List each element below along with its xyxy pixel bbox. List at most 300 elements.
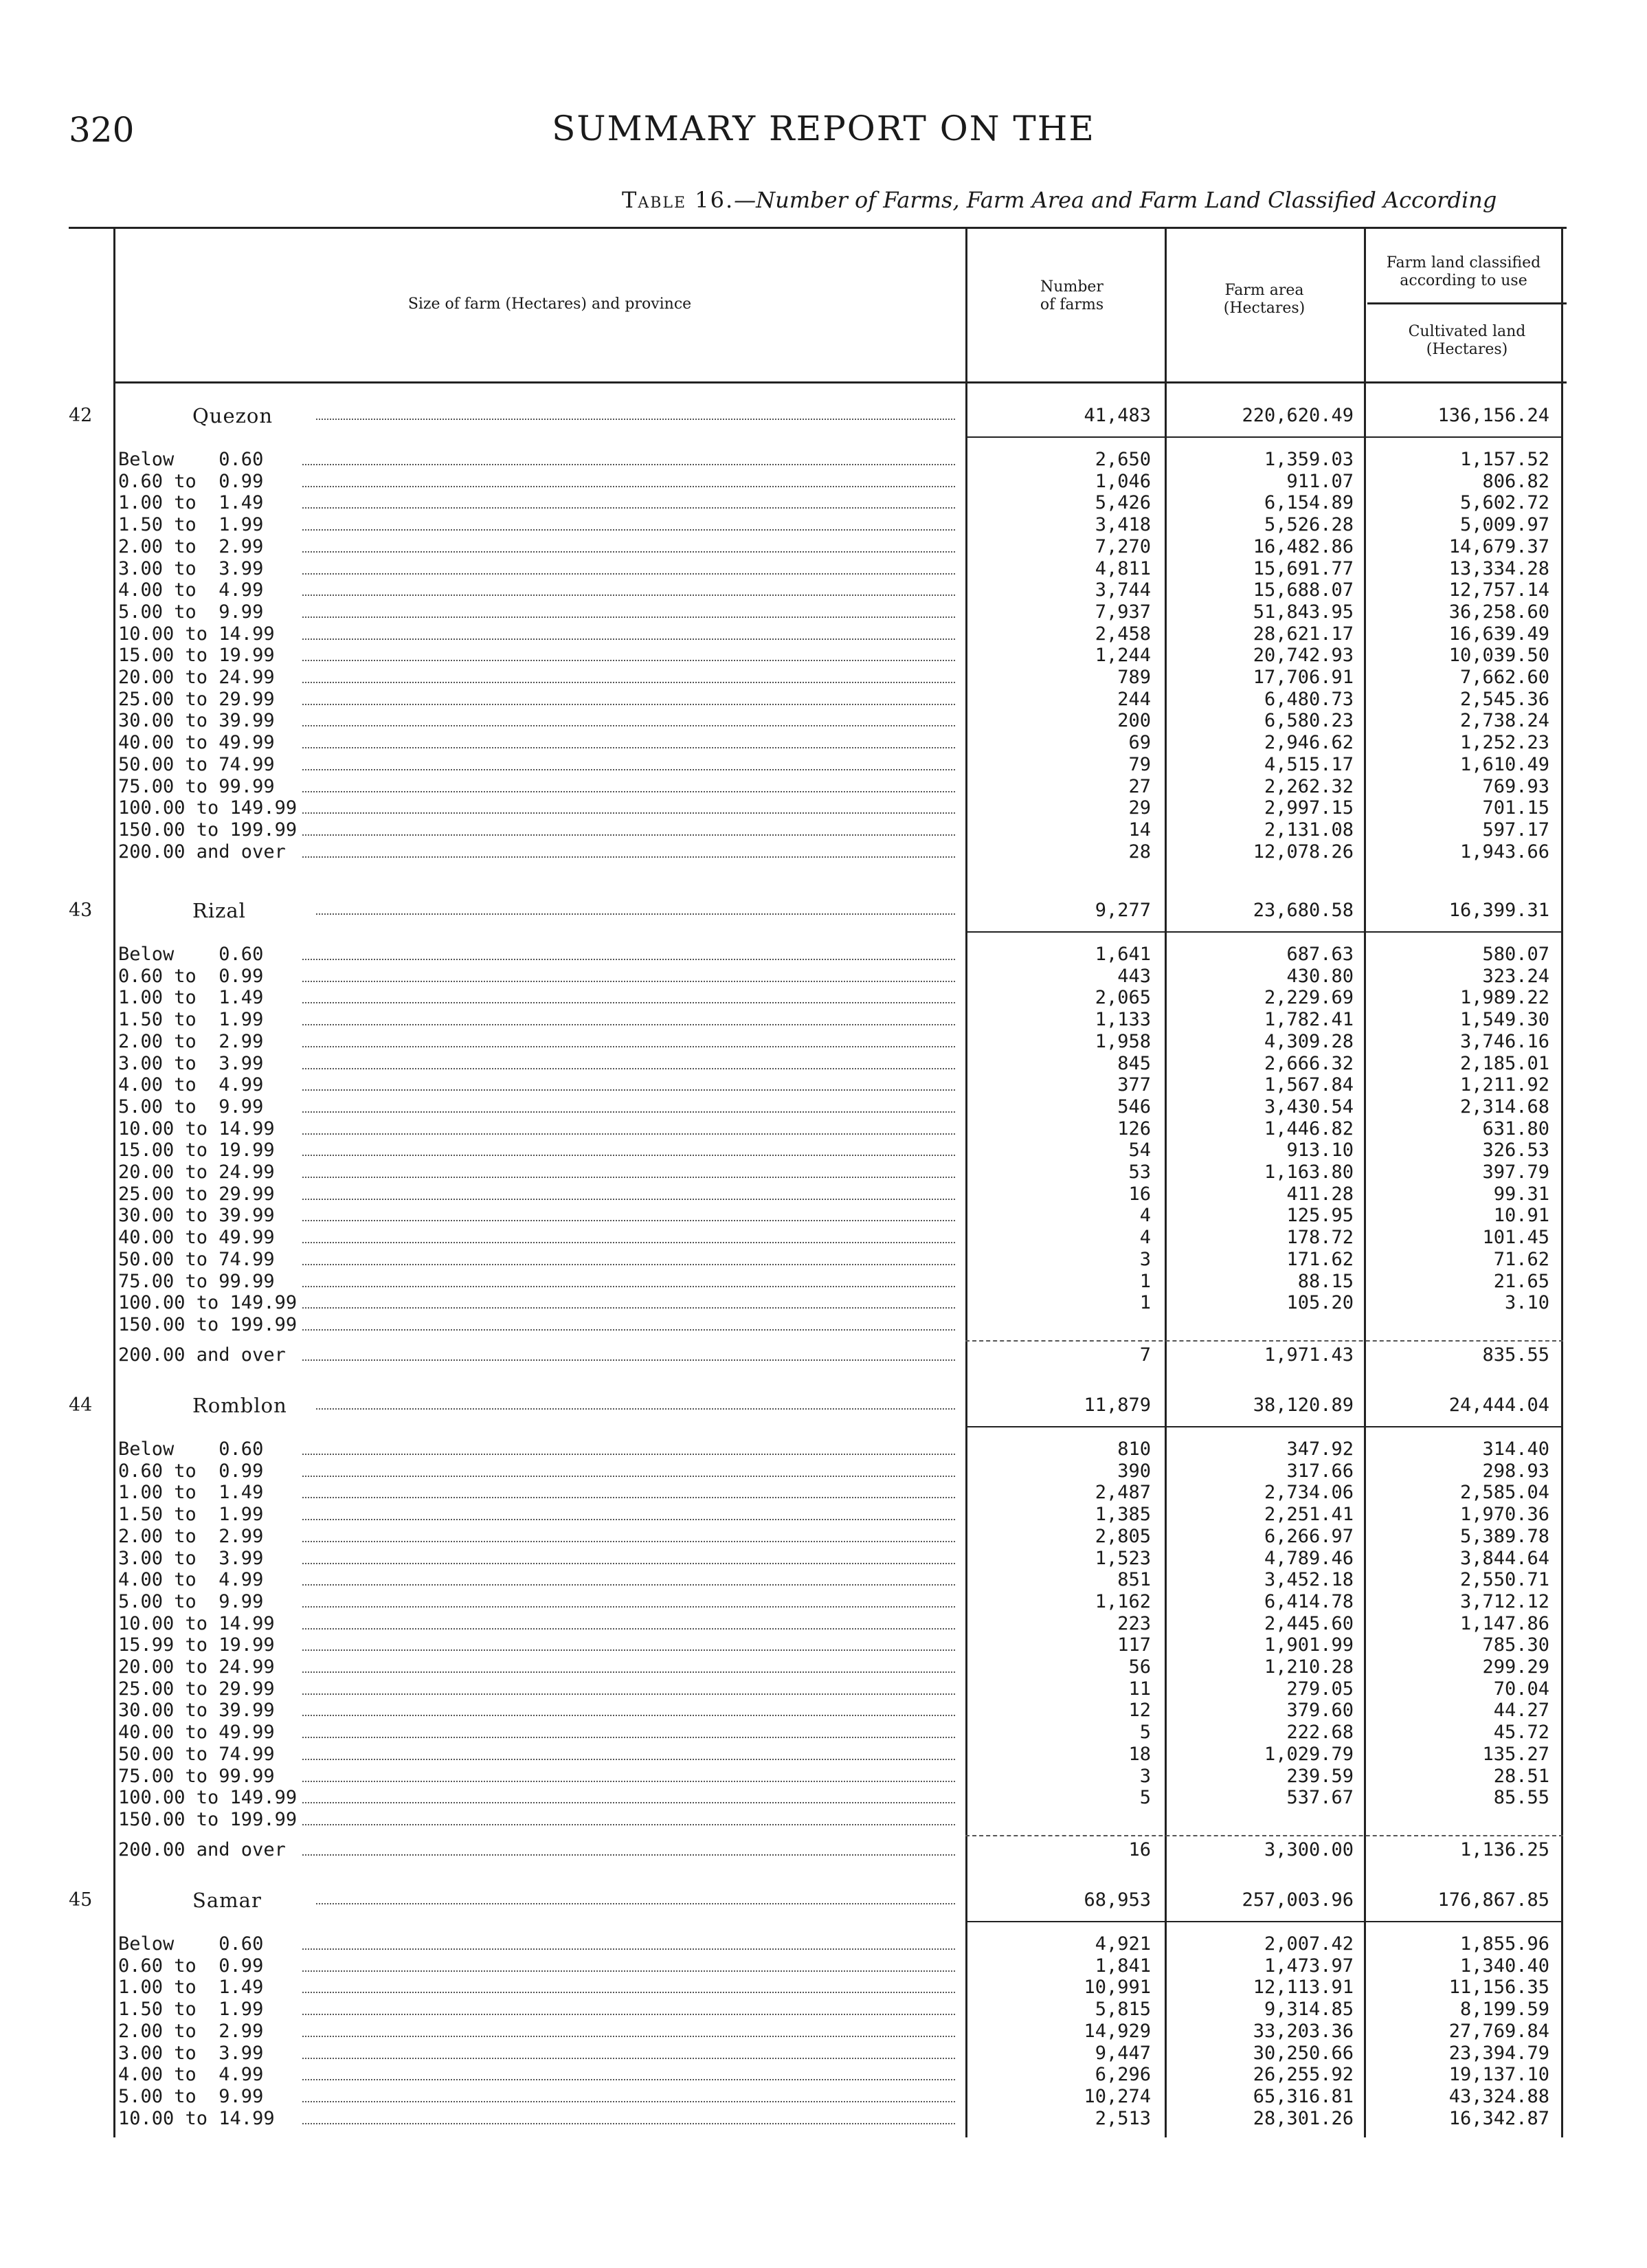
area-value: 2,666.32 [1264,1053,1354,1074]
province-farms: 41,483 [1084,405,1151,426]
area-value: 2,251.41 [1264,1504,1354,1525]
area-value: 171.62 [1286,1249,1354,1270]
table-row [0,645,1647,666]
table-row [0,536,1647,557]
area-value: 913.10 [1286,1139,1354,1161]
area-value: 1,473.97 [1264,1955,1354,1977]
size-class: 150.00 to 199.99 [118,819,298,841]
table-row [0,1955,1647,1977]
farms-value: 223 [1117,1613,1151,1634]
dot-leader [302,1220,955,1221]
size-class: Below 0.60 [118,944,264,965]
dot-leader [302,1606,955,1608]
cultivated-value: 1,610.49 [1459,754,1549,775]
cultivated-value: 23,394.79 [1448,2043,1549,2064]
farms-value: 16 [1128,1183,1151,1205]
area-value: 65,316.81 [1253,2086,1354,2107]
size-class: 40.00 to 49.99 [118,732,275,753]
table-row [0,966,1647,987]
dot-leader [302,747,955,748]
table-row [0,1096,1647,1118]
area-value: 2,734.06 [1264,1482,1354,1503]
farms-value: 28 [1128,841,1151,863]
size-class: 20.00 to 24.99 [118,667,275,688]
province-rule [965,1426,1563,1427]
farms-value: 1,523 [1095,1548,1151,1569]
province-number: 42 [69,405,93,426]
farms-value: 10,991 [1084,1977,1151,1998]
dot-leader [302,791,955,792]
size-class: Below 0.60 [118,449,264,470]
page-number: 320 [69,110,135,150]
farms-value: 789 [1117,667,1151,688]
table-row [0,1744,1647,1765]
area-value: 28,621.17 [1253,623,1354,645]
province-row [0,1392,1647,1419]
area-value: 6,480.73 [1264,689,1354,710]
cultivated-value: 1,157.52 [1459,449,1549,470]
farms-value: 12 [1128,1700,1151,1721]
farms-value: 29 [1128,797,1151,819]
size-class: 25.00 to 29.99 [118,689,275,710]
dot-leader [302,1133,955,1135]
area-value: 2,262.32 [1264,776,1354,797]
dot-leader [302,1671,955,1673]
cultivated-value: 2,314.68 [1459,1096,1549,1118]
province-rule [965,931,1563,933]
farms-value: 79 [1128,754,1151,775]
area-value: 222.68 [1286,1722,1354,1743]
cultivated-value: 701.15 [1482,797,1549,819]
area-value: 1,359.03 [1264,449,1354,470]
size-class: 4.00 to 4.99 [118,1074,264,1096]
cultivated-value: 5,009.97 [1459,514,1549,535]
cultivated-value: 323.24 [1482,966,1549,987]
province-farms: 11,879 [1084,1394,1151,1416]
farms-value: 3 [1139,1249,1151,1270]
size-class: 5.00 to 9.99 [118,2086,264,2107]
dot-leader [302,1693,955,1695]
province-area: 220,620.49 [1242,405,1354,426]
dot-leader [302,1759,955,1760]
farms-value: 54 [1128,1139,1151,1161]
size-class: 1.00 to 1.49 [118,492,264,513]
farms-value: 1,133 [1095,1009,1151,1030]
dot-leader [302,1155,955,1156]
dot-leader [302,1948,955,1950]
table-row [0,1526,1647,1547]
table-row [0,1766,1647,1787]
area-value: 4,789.46 [1264,1548,1354,1569]
farms-value: 1 [1139,1271,1151,1292]
area-value: 12,078.26 [1253,841,1354,863]
table-row [0,2086,1647,2107]
cultivated-value: 631.80 [1482,1118,1549,1139]
size-class: 4.00 to 4.99 [118,2064,264,2085]
area-value: 30,250.66 [1253,2043,1354,2064]
farms-value: 3 [1139,1766,1151,1787]
farms-value: 1,641 [1095,944,1151,965]
dot-leader [302,769,955,770]
farms-value: 11 [1128,1678,1151,1700]
table-row [0,1009,1647,1030]
farms-value: 4 [1139,1227,1151,1248]
table-row [0,1809,1647,1830]
table-row [0,944,1647,965]
farms-value: 851 [1117,1569,1151,1590]
area-value: 317.66 [1286,1460,1354,1482]
province-rule [965,436,1563,438]
cultivated-value: 3,746.16 [1459,1031,1549,1052]
table-row [0,1634,1647,1656]
cultivated-value: 2,185.01 [1459,1053,1549,1074]
province-area: 257,003.96 [1242,1889,1354,1911]
table-row [0,471,1647,492]
table-row [0,841,1647,863]
size-class: 25.00 to 29.99 [118,1678,275,1700]
size-class: 150.00 to 199.99 [118,1314,298,1335]
dot-leader [302,1970,955,1972]
table-row [0,1139,1647,1161]
dot-leader [302,2014,955,2015]
area-value: 28,301.26 [1253,2108,1354,2129]
table-row [0,1438,1647,1460]
cultivated-value: 27,769.84 [1448,2021,1549,2042]
cultivated-value: 135.27 [1482,1744,1549,1765]
farms-value: 810 [1117,1438,1151,1460]
size-class: 200.00 and over [118,841,286,863]
table-row [0,623,1647,645]
province-row [0,402,1647,430]
farms-value: 14 [1128,819,1151,841]
area-value: 105.20 [1286,1292,1354,1313]
farms-value: 1,385 [1095,1504,1151,1525]
farms-value: 1,841 [1095,1955,1151,1977]
size-class: 1.00 to 1.49 [118,1482,264,1503]
table-row [0,2064,1647,2085]
cultivated-value: 785.30 [1482,1634,1549,1656]
dot-leader [302,1177,955,1178]
province-farms: 9,277 [1095,900,1151,921]
size-class: 75.00 to 99.99 [118,1766,275,1787]
size-class: 10.00 to 14.99 [118,1613,275,1634]
dot-leader [302,2079,955,2080]
size-class: 3.00 to 3.99 [118,558,264,579]
cultivated-value: 7,662.60 [1459,667,1549,688]
dot-leader [302,594,955,596]
stub-header: Size of farm (Hectares) and province [407,296,692,313]
farms-value: 9,447 [1095,2043,1151,2064]
cultivated-value: 85.55 [1493,1787,1549,1808]
size-class: 100.00 to 149.99 [118,1292,298,1313]
dot-leader [302,1781,955,1782]
cultivated-value: 2,585.04 [1459,1482,1549,1503]
dot-leader [302,660,955,661]
table-row [0,514,1647,535]
cultivated-value: 835.55 [1482,1344,1549,1366]
province-name: Romblon [192,1394,287,1417]
farms-value: 443 [1117,966,1151,987]
dot-leader [302,616,955,618]
farms-value: 5 [1139,1722,1151,1743]
farms-value: 2,805 [1095,1526,1151,1547]
cultivated-value: 43,324.88 [1448,2086,1549,2107]
dot-leader [302,1111,955,1113]
cultivated-value: 71.62 [1493,1249,1549,1270]
area-value: 379.60 [1286,1700,1354,1721]
farms-value: 845 [1117,1053,1151,1074]
table-row [0,754,1647,775]
province-area: 38,120.89 [1253,1394,1354,1416]
size-class: 5.00 to 9.99 [118,1096,264,1118]
table-row [0,689,1647,710]
dot-leader [302,486,955,487]
farms-value: 69 [1128,732,1151,753]
dot-leader [302,2036,955,2037]
cultivated-value: 1,855.96 [1459,1933,1549,1955]
area-value: 33,203.36 [1253,2021,1354,2042]
farms-value: 7 [1139,1344,1151,1366]
area-value: 1,567.84 [1264,1074,1354,1096]
size-class: 25.00 to 29.99 [118,1183,275,1205]
cultivated-value: 16,342.87 [1448,2108,1549,2129]
dot-leader [302,981,955,982]
area-value: 239.59 [1286,1766,1354,1787]
farms-value: 390 [1117,1460,1151,1482]
dot-leader [302,1024,955,1025]
province-farms: 68,953 [1084,1889,1151,1911]
dot-leader [302,1286,955,1287]
cultivated-value: 8,199.59 [1459,1999,1549,2020]
table-row [0,732,1647,753]
cultivated-value: 580.07 [1482,944,1549,965]
table-row [0,1074,1647,1096]
dot-leader [302,1199,955,1200]
area-value: 4,309.28 [1264,1031,1354,1052]
area-value: 26,255.92 [1253,2064,1354,2085]
area-value: 4,515.17 [1264,754,1354,775]
area-value: 2,229.69 [1264,987,1354,1008]
cultivated-value: 1,549.30 [1459,1009,1549,1030]
farms-value: 7,270 [1095,536,1151,557]
dot-leader [316,913,955,915]
farms-value: 377 [1117,1074,1151,1096]
dot-leader [302,1802,955,1803]
dot-leader [302,834,955,836]
table-row [0,1031,1647,1052]
farms-value: 244 [1117,689,1151,710]
cultivated-value: 806.82 [1482,471,1549,492]
table-row [0,1591,1647,1612]
dot-leader [302,1068,955,1069]
area-value: 88.15 [1297,1271,1354,1292]
table-row [0,1314,1647,1335]
farms-value: 10,274 [1084,2086,1151,2107]
province-name: Rizal [192,899,246,922]
farms-value: 546 [1117,1096,1151,1118]
farms-value: 1,162 [1095,1591,1151,1612]
area-value: 347.92 [1286,1438,1354,1460]
dot-leader [302,812,955,814]
size-class: 30.00 to 39.99 [118,1700,275,1721]
size-class: 40.00 to 49.99 [118,1227,275,1248]
dot-leader [302,1089,955,1091]
farms-value: 117 [1117,1634,1151,1656]
area-value: 2,131.08 [1264,819,1354,841]
size-class: 15.00 to 19.99 [118,645,275,666]
size-class: 1.50 to 1.99 [118,514,264,535]
area-value: 537.67 [1286,1787,1354,1808]
area-value: 6,266.97 [1264,1526,1354,1547]
table-row [0,1249,1647,1270]
cultivated-value: 2,550.71 [1459,1569,1549,1590]
dot-leader [302,2058,955,2059]
area-value: 1,210.28 [1264,1656,1354,1678]
area-value: 6,154.89 [1264,492,1354,513]
dot-leader [302,1497,955,1498]
table-row [0,2108,1647,2129]
dot-leader [302,1992,955,1993]
cultivated-value: 10,039.50 [1448,645,1549,666]
area-value: 2,445.60 [1264,1613,1354,1634]
cultivated-value: 99.31 [1493,1183,1549,1205]
size-class: 1.00 to 1.49 [118,987,264,1008]
size-class: 15.00 to 19.99 [118,1139,275,1161]
table-row [0,1787,1647,1808]
dot-leader [302,1329,955,1331]
cultivated-value: 1,211.92 [1459,1074,1549,1096]
area-value: 2,946.62 [1264,732,1354,753]
province-number: 45 [69,1889,93,1911]
area-value: 3,452.18 [1264,1569,1354,1590]
table-row [0,1205,1647,1226]
dot-leader [302,725,955,726]
farms-value: 3,418 [1095,514,1151,535]
size-class: 2.00 to 2.99 [118,1526,264,1547]
area-value: 5,526.28 [1264,514,1354,535]
dot-leader [302,1242,955,1243]
cultivated-value: 3,712.12 [1459,1591,1549,1612]
area-value: 1,163.80 [1264,1161,1354,1183]
farms-value: 4 [1139,1205,1151,1226]
cultivated-value: 2,545.36 [1459,689,1549,710]
cultivated-value: 12,757.14 [1448,579,1549,601]
table-row [0,1999,1647,2020]
table-row [0,601,1647,623]
size-class: 2.00 to 2.99 [118,1031,264,1052]
cultivated-value: 36,258.60 [1448,601,1549,623]
table-row [0,449,1647,470]
size-class: 0.60 to 0.99 [118,471,264,492]
province-row [0,897,1647,924]
province-cultivated: 136,156.24 [1437,405,1549,426]
table-row [0,1839,1647,1860]
area-header: Farm area (Hectares) [1223,282,1306,317]
dot-leader [302,856,955,858]
farms-value: 53 [1128,1161,1151,1183]
province-name: Samar [192,1889,262,1912]
area-value: 15,688.07 [1253,579,1354,601]
farms-value: 1,958 [1095,1031,1151,1052]
dot-leader [302,704,955,705]
table-row [0,1656,1647,1678]
size-class: 5.00 to 9.99 [118,1591,264,1612]
cultivated-value: 1,970.36 [1459,1504,1549,1525]
size-class: 4.00 to 4.99 [118,1569,264,1590]
size-class: 50.00 to 74.99 [118,754,275,775]
farms-value: 7,937 [1095,601,1151,623]
table-row [0,710,1647,731]
farms-value: 5,426 [1095,492,1151,513]
cultivated-header: Cultivated land (Hectares) [1408,323,1526,358]
cultivated-value: 28.51 [1493,1766,1549,1787]
table-row [0,776,1647,797]
farms-header: Number of farms [1040,278,1104,313]
table-row [0,579,1647,601]
size-class: 15.99 to 19.99 [118,1634,275,1656]
cultivated-value: 101.45 [1482,1227,1549,1248]
dot-leader [302,1046,955,1047]
size-class: 20.00 to 24.99 [118,1656,275,1678]
dot-leader [302,638,955,640]
size-class: 1.50 to 1.99 [118,1999,264,2020]
dot-leader [302,1649,955,1651]
table-row [0,2021,1647,2042]
farms-value: 14,929 [1084,2021,1151,2042]
table-row [0,1161,1647,1183]
cultivated-value: 769.93 [1482,776,1549,797]
farms-value: 1 [1139,1292,1151,1313]
size-class: 0.60 to 0.99 [118,1460,264,1482]
area-value: 1,782.41 [1264,1009,1354,1030]
cultivated-value: 326.53 [1482,1139,1549,1161]
table-row [0,1700,1647,1721]
cultivated-value: 298.93 [1482,1460,1549,1482]
table-row [0,1977,1647,1998]
cultivated-value: 597.17 [1482,819,1549,841]
farms-value: 1,046 [1095,471,1151,492]
dot-leader [316,1903,955,1904]
area-value: 17,706.91 [1253,667,1354,688]
size-class: 150.00 to 199.99 [118,1809,298,1830]
farms-value: 18 [1128,1744,1151,1765]
table-row [0,1271,1647,1292]
province-row [0,1887,1647,1914]
area-value: 3,300.00 [1264,1839,1354,1860]
size-class: 30.00 to 39.99 [118,1205,275,1226]
dot-leader [302,959,955,960]
dot-leader [302,1715,955,1716]
size-class: 0.60 to 0.99 [118,1955,264,1977]
size-class: 10.00 to 14.99 [118,1118,275,1139]
table-row [0,1460,1647,1482]
cultivated-value: 314.40 [1482,1438,1549,1460]
size-class: 100.00 to 149.99 [118,1787,298,1808]
cultivated-value: 1,252.23 [1459,732,1549,753]
table-row [0,492,1647,513]
farms-value: 1,244 [1095,645,1151,666]
area-value: 178.72 [1286,1227,1354,1248]
cultivated-value: 2,738.24 [1459,710,1549,731]
cultivated-value: 5,389.78 [1459,1526,1549,1547]
area-value: 6,414.78 [1264,1591,1354,1612]
size-class: 2.00 to 2.99 [118,536,264,557]
dot-leader [302,1737,955,1738]
province-rule [965,1921,1563,1922]
farms-value: 4,921 [1095,1933,1151,1955]
farms-value: 200 [1117,710,1151,731]
table-row [0,1344,1647,1366]
